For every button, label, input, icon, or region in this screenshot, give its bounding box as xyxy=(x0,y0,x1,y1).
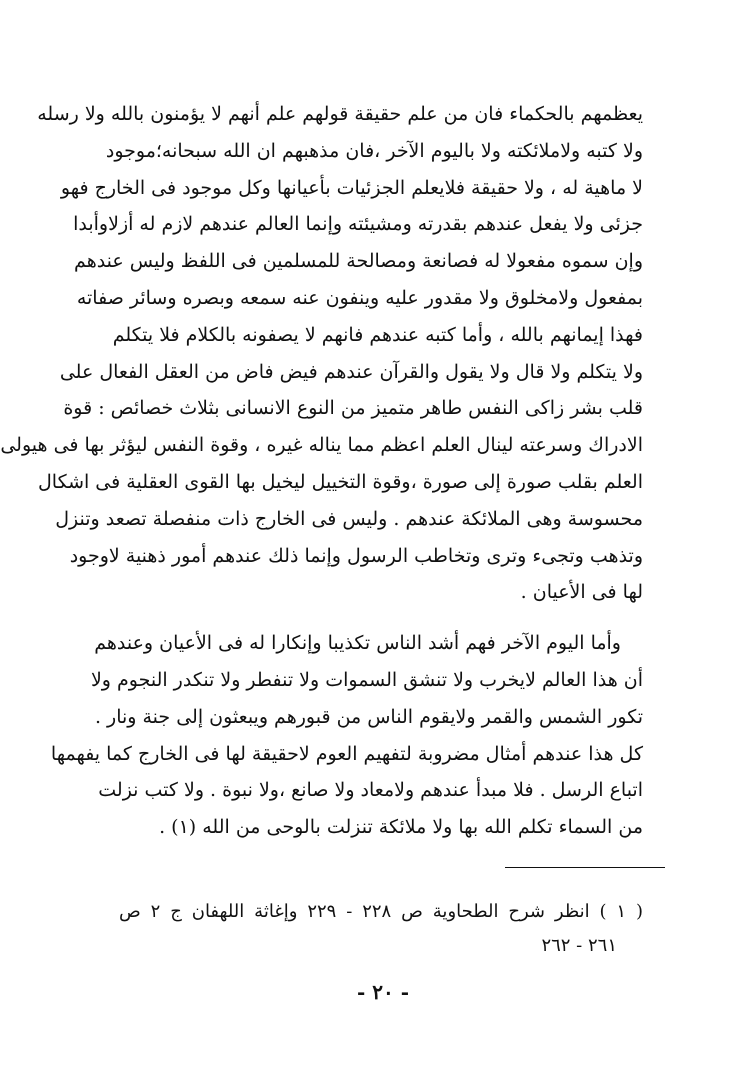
text-line: لا ماهية له ، ولا حقيقة فلايعلم الجزئيات بأعيانها وكل موجود فى الخارج فهو xyxy=(60,176,643,199)
text-line: كل هذا عندهم أمثال مضروبة لتفهيم العوم لاحقيقة لها فى الخارج كما يفهمها xyxy=(50,742,643,765)
footnote-divider xyxy=(505,867,665,868)
footnote-line: ( ١ ) انظر شرح الطحاوية ص ٢٢٨ - ٢٢٩ وإغاثة اللهفان ج ٢ ص xyxy=(119,901,644,922)
text-line: ولا يتكلم ولا قال ولا يقول والقرآن عندهم فيض فاض من العقل الفعال على xyxy=(59,360,643,383)
text-line: قلب بشر زاكى النفس طاهر متميز من النوع الانسانى بثلاث خصائص : قوة xyxy=(63,397,643,420)
text-line: تكور الشمس والقمر ولايقوم الناس من قبورهم ويبعثون إلى جنة ونار . xyxy=(94,705,643,728)
text-line: فهذا إيمانهم بالله ، وأما كتبه عندهم فانهم لا يصفونه بالكلام فلا يتكلم xyxy=(112,323,643,346)
page-number: - ٢٠ - xyxy=(356,980,409,1004)
text-line: جزئى ولا يفعل عندهم بقدرته ومشيئته وإنما العالم عندهم لازم له أزلاوأبدا xyxy=(73,213,643,236)
text-line: وأما اليوم الآخر فهم أشد الناس تكذيبا وإنكارا له فى الأعيان وعندهم xyxy=(94,632,621,655)
text-line: وإن سموه مفعولا له فصانعة ومصالحة للمسلمين فى اللفظ وليس عندهم xyxy=(74,250,643,273)
text-line: لها فى الأعيان . xyxy=(520,581,643,604)
footnote xyxy=(119,895,643,963)
text-line: ولا كتبه ولاملائكته ولا باليوم الآخر ،فان مذهبهم ان الله سبحانه؛موجود xyxy=(105,139,643,162)
text-line: الادراك وسرعته لينال العلم اعظم مما يناله غيره ، وقوة النفس ليؤثر بها فى هيولى xyxy=(0,434,643,457)
text-line: يعظمهم بالحكماء فان من علم حقيقة قولهم علم أنهم لا يؤمنون بالله ولا رسله xyxy=(37,103,643,125)
text-line: بمفعول ولامخلوق ولا مقدور عليه وينفون عنه سمعه وبصره وسائر صفاته xyxy=(76,286,643,309)
paragraph-2 xyxy=(50,625,643,846)
text-line: العلم بقلب صورة إلى صورة ،وقوة التخييل ليخيل بها القوى العقلية فى اشكال xyxy=(37,470,643,493)
paragraph-gap xyxy=(119,611,643,625)
paragraph-1 xyxy=(0,96,643,611)
footnote-line: ٢٦١ - ٢٦٢ xyxy=(541,935,617,956)
text-line: محسوسة وهى الملائكة عندهم . وليس فى الخارج ذات منفصلة تصعد وتنزل xyxy=(55,507,643,530)
text-line: اتباع الرسل . فلا مبدأ عندهم ولامعاد ولا صانع ،ولا نبوة . ولا كتب نزلت xyxy=(98,779,643,802)
main-text xyxy=(0,96,643,846)
text-line: أن هذا العالم لايخرب ولا تنشق السموات ولا تنفطر ولا تنكدر النجوم ولا xyxy=(90,668,643,691)
text-line: وتذهب وتجىء وترى وتخاطب الرسول وإنما ذلك عندهم أمور ذهنية لاوجود xyxy=(69,544,643,567)
text-line: من السماء تكلم الله بها ولا ملائكة تنزلت بالوحى من الله (١) . xyxy=(159,816,643,839)
